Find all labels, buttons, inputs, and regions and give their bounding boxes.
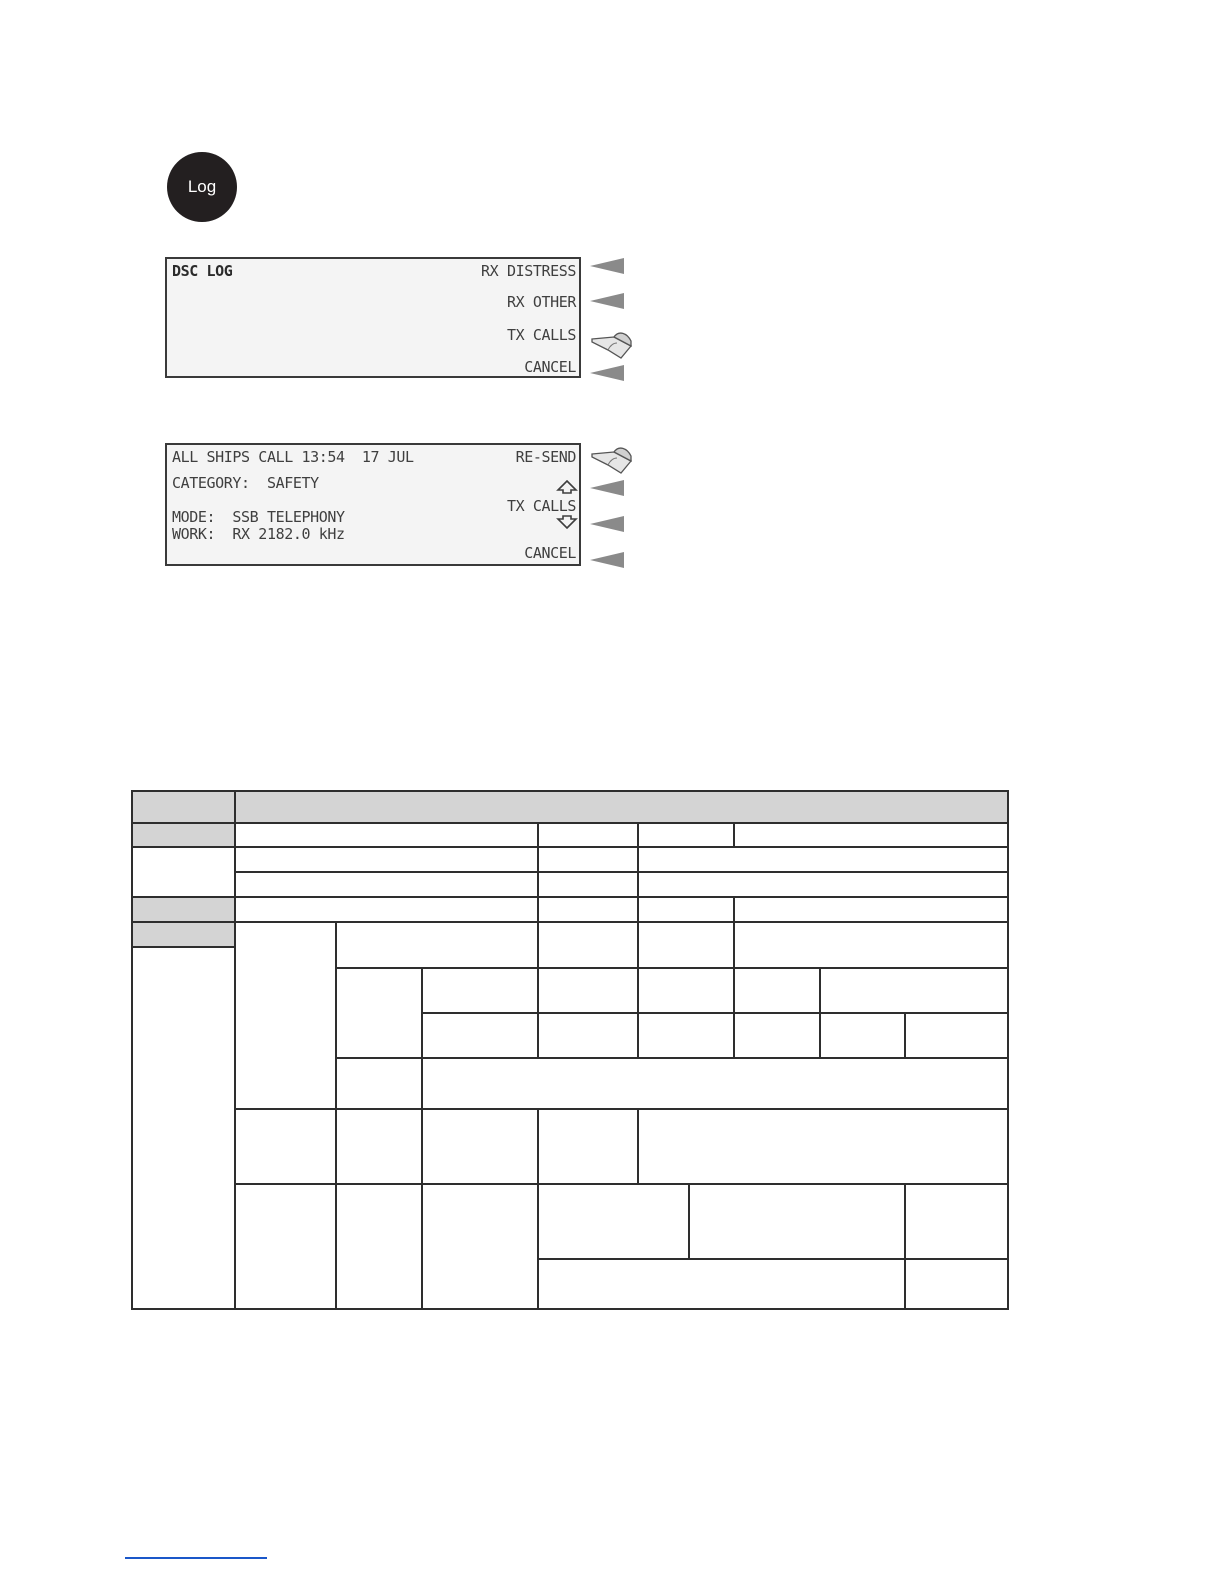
table-cell (336, 1184, 422, 1309)
softkey-arrow-icon[interactable] (590, 552, 624, 568)
call-line-4: WORK: RX 2182.0 kHz (172, 525, 345, 543)
table-cell (235, 823, 538, 847)
header-cell (132, 791, 235, 823)
label-cell (132, 922, 235, 947)
table-cell (689, 1184, 905, 1259)
table-cell (538, 1109, 638, 1184)
label-cell (132, 847, 235, 897)
footer-link[interactable] (125, 1557, 267, 1559)
table-cell (336, 1058, 422, 1109)
softkey-arrow-icon[interactable] (590, 480, 624, 496)
table-row (132, 847, 1008, 872)
table-cell (638, 968, 734, 1013)
table-cell (422, 1058, 1008, 1109)
table-cell (734, 823, 1008, 847)
table-cell (538, 968, 638, 1013)
table-cell (336, 922, 538, 968)
table-cell (538, 847, 638, 872)
table-cell (638, 872, 1008, 897)
table-cell (422, 968, 538, 1013)
finger-press-icon[interactable] (590, 441, 634, 475)
table-cell (336, 968, 422, 1058)
log-key-button[interactable] (167, 152, 237, 222)
table-cell (734, 968, 820, 1013)
table-cell (905, 1013, 1008, 1058)
finger-press-icon[interactable] (590, 326, 634, 360)
label-cell (132, 897, 235, 922)
table-cell (235, 1109, 336, 1184)
softkey-label-rx-other: RX OTHER (506, 293, 576, 311)
table-cell (734, 897, 1008, 922)
table-cell (638, 1013, 734, 1058)
table-cell (422, 1109, 538, 1184)
call-line-3: MODE: SSB TELEPHONY (172, 508, 345, 526)
softkey-label-cancel: CANCEL (524, 544, 576, 562)
form-table (131, 790, 1009, 1310)
softkey-label-re-send: RE-SEND (515, 448, 576, 466)
table-cell (538, 872, 638, 897)
call-line-1: ALL SHIPS CALL 13:54 17 JUL (172, 448, 414, 466)
log-key-label: Log (187, 177, 217, 196)
table-cell (820, 968, 1008, 1013)
table-cell (422, 1184, 538, 1309)
table-cell (638, 823, 734, 847)
table-cell (235, 897, 538, 922)
softkey-arrow-icon[interactable] (590, 258, 624, 274)
label-cell (132, 823, 235, 847)
softkey-label-tx-calls: TX CALLS (506, 497, 576, 515)
table-cell (538, 1259, 905, 1309)
table-cell (132, 947, 235, 1309)
tx-call-detail-screen (165, 443, 581, 566)
up-arrow-icon (556, 480, 578, 494)
call-line-2: CATEGORY: SAFETY (172, 474, 319, 492)
table-row (132, 823, 1008, 847)
table-row (132, 922, 1008, 947)
softkey-label-cancel: CANCEL (524, 358, 576, 376)
table-cell (638, 922, 734, 968)
table-cell (235, 847, 538, 872)
table-cell (422, 1013, 538, 1058)
table-cell (638, 847, 1008, 872)
table-cell (235, 922, 336, 1109)
table-cell (734, 922, 1008, 968)
softkey-label-tx-calls: TX CALLS (506, 326, 576, 344)
softkey-arrow-icon[interactable] (590, 365, 624, 381)
table-row (132, 1184, 1008, 1259)
softkey-arrow-icon[interactable] (590, 293, 624, 309)
down-arrow-icon (556, 515, 578, 529)
table-cell (638, 1109, 1008, 1184)
table-cell (336, 1109, 422, 1184)
table-cell (538, 897, 638, 922)
table-row (132, 1109, 1008, 1184)
table-cell (905, 1184, 1008, 1259)
table-row (132, 791, 1008, 823)
table-cell (235, 1184, 336, 1309)
softkey-label-rx-distress: RX DISTRESS (481, 262, 576, 280)
table-cell (538, 922, 638, 968)
table-cell (235, 872, 538, 897)
screen-title: DSC LOG (172, 262, 233, 280)
table-cell (538, 1184, 689, 1259)
dsc-log-screen (165, 257, 581, 378)
table-row (132, 872, 1008, 897)
table-cell (638, 897, 734, 922)
table-cell (538, 823, 638, 847)
table-row (132, 897, 1008, 922)
softkey-arrow-icon[interactable] (590, 516, 624, 532)
header-cell (235, 791, 1008, 823)
table-cell (734, 1013, 820, 1058)
table-cell (538, 1013, 638, 1058)
table-cell (820, 1013, 905, 1058)
table-cell (905, 1259, 1008, 1309)
